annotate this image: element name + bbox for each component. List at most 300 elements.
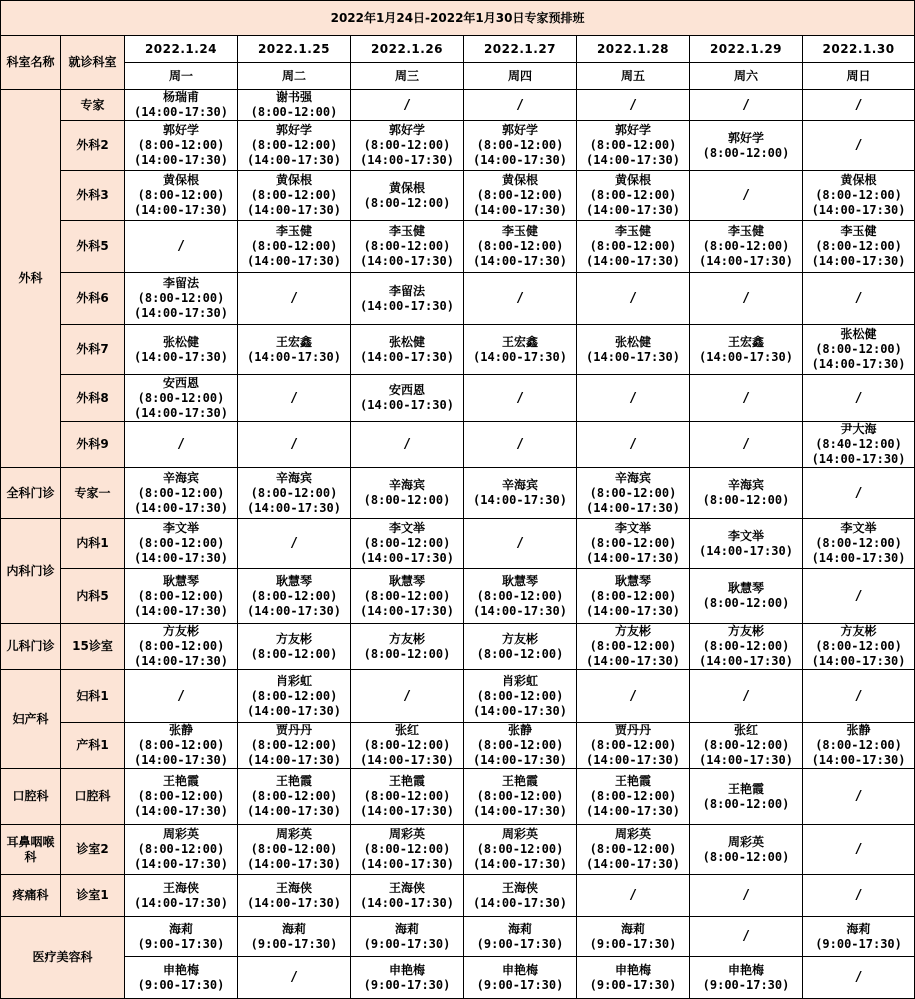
doctor-name: 王宏鑫 [501, 334, 538, 349]
time-slot: (14:00-17:30) [247, 500, 341, 515]
time-slot: (14:00-17:30) [473, 603, 567, 618]
doctor-name: 申艳梅 [162, 962, 199, 977]
schedule-cell [803, 624, 915, 670]
doctor-name: 李玉健 [501, 224, 538, 238]
schedule-cell [803, 325, 915, 375]
time-slot: (9:00-17:30) [137, 977, 225, 992]
department-name: 妇产科 [1, 670, 61, 769]
time-slot: (14:00-17:30) [811, 551, 906, 565]
schedule-cell [690, 917, 803, 957]
time-slot: (8:00-12:00) [589, 536, 677, 550]
header-room-name: 科室名称 [1, 36, 61, 90]
doctor-name: 郭好学 [501, 123, 538, 137]
schedule-cell [803, 723, 915, 769]
no-clinic-mark: / [854, 485, 863, 501]
doctor-name: 李留法 [162, 276, 199, 290]
department-name: 口腔科 [1, 769, 61, 825]
schedule-cell [690, 273, 803, 325]
time-slot: (14:00-17:30) [134, 551, 228, 565]
clinic-room: 专家一 [61, 468, 125, 519]
doctor-name: 海莉 [281, 921, 306, 936]
schedule-cell [464, 569, 577, 624]
doctor-name: 海莉 [846, 921, 871, 936]
schedule-cell [464, 624, 577, 670]
time-slot: (14:00-17:30) [811, 654, 906, 668]
clinic-room: 产科1 [61, 723, 125, 769]
schedule-cell [238, 624, 351, 670]
time-slot: (9:00-17:30) [363, 936, 451, 951]
schedule-cell [803, 670, 915, 723]
doctor-name: 王艳霞 [614, 774, 651, 788]
schedule-cell [690, 670, 803, 723]
schedule-cell [690, 422, 803, 468]
doctor-name: 张红 [733, 723, 758, 737]
schedule-cell [464, 875, 577, 917]
no-clinic-mark: / [854, 97, 863, 113]
time-slot: (14:00-17:30) [811, 753, 906, 767]
header-date: 2022.1.24 [125, 36, 238, 63]
doctor-name: 张静 [507, 723, 532, 737]
doctor-name: 王海侠 [162, 880, 199, 895]
clinic-room: 口腔科 [61, 769, 125, 825]
schedule-cell [238, 917, 351, 957]
schedule-cell [238, 769, 351, 825]
time-slot: (8:00-12:00) [250, 738, 338, 752]
schedule-cell [464, 121, 577, 171]
time-slot: (14:00-17:30) [134, 306, 228, 320]
schedule-cell [238, 569, 351, 624]
schedule-cell [238, 171, 351, 221]
time-slot: (8:00-12:00) [137, 738, 225, 752]
doctor-name: 郭好学 [614, 123, 651, 137]
time-slot: (14:00-17:30) [134, 105, 228, 119]
time-slot: (8:00-12:00) [589, 239, 677, 253]
time-slot: (9:00-17:30) [589, 977, 677, 992]
time-slot: (14:00-17:30) [811, 357, 906, 371]
header-weekday: 周五 [577, 63, 690, 90]
schedule-cell [690, 569, 803, 624]
doctor-name: 周彩英 [162, 827, 199, 841]
schedule-cell [803, 375, 915, 422]
schedule-cell [690, 221, 803, 273]
schedule-cell [351, 875, 464, 917]
no-clinic-mark: / [854, 688, 863, 704]
time-slot: (14:00-17:30) [473, 493, 567, 507]
clinic-room: 诊室2 [61, 825, 125, 875]
doctor-name: 郭好学 [162, 123, 199, 137]
time-slot: (8:00-12:00) [815, 188, 902, 202]
schedule-cell [690, 957, 803, 999]
time-slot: (14:00-17:30) [586, 349, 680, 364]
doctor-name: 辛海宾 [275, 470, 312, 485]
no-clinic-mark: / [629, 888, 637, 903]
time-slot: (8:00-12:00) [137, 789, 225, 803]
no-clinic-mark: / [516, 437, 524, 452]
doctor-name: 张松健 [162, 334, 199, 349]
clinic-room: 外科5 [61, 221, 125, 273]
schedule-row [1, 221, 915, 273]
time-slot: (14:00-17:30) [360, 153, 454, 167]
time-slot: (8:00-12:00) [250, 588, 338, 603]
doctor-name: 海莉 [394, 921, 419, 936]
no-clinic-mark: / [854, 588, 863, 604]
doctor-name: 海莉 [620, 921, 645, 936]
doctor-name: 王艳霞 [501, 774, 538, 788]
schedule-cell [351, 468, 464, 519]
time-slot: (8:00-12:00) [476, 239, 564, 253]
doctor-name: 耿慧琴 [501, 573, 538, 588]
header-weekday: 周日 [803, 63, 915, 90]
schedule-cell [238, 90, 351, 121]
schedule-row [1, 468, 915, 519]
header-weekday: 周四 [464, 63, 577, 90]
schedule-cell [690, 624, 803, 670]
header-weekday: 周六 [690, 63, 803, 90]
time-slot: (8:00-12:00) [137, 188, 225, 202]
schedule-cell [577, 769, 690, 825]
time-slot: (8:00-12:00) [589, 588, 677, 603]
no-clinic-mark: / [290, 970, 298, 985]
no-clinic-mark: / [177, 688, 185, 704]
time-slot: (14:00-17:30) [473, 203, 567, 217]
time-slot: (14:00-17:30) [247, 857, 341, 871]
time-slot: (14:00-17:30) [247, 753, 341, 767]
doctor-name: 周彩英 [388, 827, 425, 841]
schedule-cell [125, 670, 238, 723]
doctor-name: 海莉 [507, 921, 532, 936]
no-clinic-mark: / [854, 842, 863, 857]
header-date: 2022.1.25 [238, 36, 351, 63]
department-name: 疼痛科 [1, 875, 61, 917]
time-slot: (14:00-17:30) [247, 153, 341, 167]
time-slot: (8:00-12:00) [250, 105, 338, 119]
time-slot: (9:00-17:30) [250, 936, 338, 951]
time-slot: (8:00-12:00) [476, 688, 564, 703]
time-slot: (8:00-12:00) [815, 342, 902, 356]
schedule-cell [125, 325, 238, 375]
time-slot: (8:00-12:00) [137, 639, 225, 653]
schedule-cell [464, 325, 577, 375]
doctor-name: 肖彩虹 [501, 673, 538, 688]
time-slot: (14:00-17:30) [811, 452, 906, 466]
no-clinic-mark: / [854, 970, 863, 985]
no-clinic-mark: / [290, 536, 298, 551]
doctor-name: 张松健 [840, 327, 877, 341]
schedule-cell [351, 917, 464, 957]
doctor-name: 黄保根 [614, 173, 651, 187]
schedule-cell [577, 723, 690, 769]
no-clinic-mark: / [403, 437, 411, 452]
schedule-cell [351, 221, 464, 273]
clinic-room: 外科2 [61, 121, 125, 171]
doctor-name: 王海侠 [275, 880, 312, 895]
doctor-name: 王海侠 [388, 880, 425, 895]
time-slot: (8:00-12:00) [363, 536, 451, 550]
schedule-row [1, 917, 915, 957]
time-slot: (8:00-12:00) [363, 738, 451, 752]
doctor-name: 王艳霞 [388, 774, 425, 788]
schedule-cell [238, 221, 351, 273]
time-slot: (14:00-17:30) [247, 804, 341, 818]
schedule-cell [125, 875, 238, 917]
schedule-cell [690, 519, 803, 569]
schedule-row [1, 519, 915, 569]
time-slot: (14:00-17:30) [134, 895, 228, 910]
schedule-row [1, 90, 915, 121]
time-slot: (8:00-12:00) [137, 390, 225, 405]
schedule-cell [238, 957, 351, 999]
time-slot: (8:00-12:00) [702, 493, 790, 507]
department-name: 外科 [1, 90, 61, 468]
time-slot: (14:00-17:30) [586, 857, 680, 871]
department-name: 耳鼻咽喉科 [1, 825, 61, 875]
time-slot: (14:00-17:30) [247, 203, 341, 217]
time-slot: (14:00-17:30) [247, 349, 341, 364]
time-slot: (8:00-12:00) [702, 738, 790, 752]
time-slot: (14:00-17:30) [134, 500, 228, 515]
clinic-room: 外科7 [61, 325, 125, 375]
doctor-name: 李文举 [840, 521, 877, 535]
doctor-name: 王宏鑫 [275, 334, 312, 349]
time-slot: (8:00-12:00) [250, 789, 338, 803]
schedule-cell [238, 875, 351, 917]
doctor-name: 郭好学 [388, 123, 425, 137]
doctor-name: 黄保根 [162, 173, 199, 187]
doctor-name: 黄保根 [840, 173, 877, 187]
schedule-cell [464, 769, 577, 825]
header-weekday: 周二 [238, 63, 351, 90]
time-slot: (8:00-12:00) [589, 639, 677, 653]
doctor-name: 方友彬 [388, 631, 425, 646]
schedule-cell [351, 171, 464, 221]
schedule-cell [238, 723, 351, 769]
time-slot: (8:00-12:00) [137, 842, 225, 856]
schedule-row [1, 121, 915, 171]
time-slot: (14:00-17:30) [134, 603, 228, 618]
schedule-cell [238, 375, 351, 422]
schedule-cell [351, 375, 464, 422]
time-slot: (8:00-12:00) [250, 646, 338, 661]
doctor-name: 耿慧琴 [388, 573, 425, 588]
schedule-cell [464, 171, 577, 221]
no-clinic-mark: / [290, 390, 298, 406]
time-slot: (8:00-12:00) [137, 138, 225, 152]
schedule-cell [464, 468, 577, 519]
no-clinic-mark: / [516, 390, 524, 406]
doctor-name: 尹大海 [840, 422, 877, 436]
time-slot: (8:00-12:00) [363, 493, 451, 507]
time-slot: (14:00-17:30) [699, 254, 793, 268]
no-clinic-mark: / [403, 97, 411, 113]
header-date: 2022.1.27 [464, 36, 577, 63]
schedule-row [1, 624, 915, 670]
schedule-cell [125, 769, 238, 825]
no-clinic-mark: / [742, 188, 750, 203]
time-slot: (14:00-17:30) [473, 857, 567, 871]
doctor-name: 申艳梅 [501, 962, 538, 977]
schedule-cell [351, 569, 464, 624]
schedule-cell [803, 121, 915, 171]
time-slot: (8:00-12:00) [476, 842, 564, 856]
no-clinic-mark: / [516, 536, 524, 551]
doctor-name: 李文举 [727, 528, 764, 543]
schedule-row [1, 171, 915, 221]
schedule-cell [577, 468, 690, 519]
no-clinic-mark: / [742, 390, 750, 406]
time-slot: (14:00-17:30) [586, 804, 680, 818]
no-clinic-mark: / [629, 97, 637, 113]
no-clinic-mark: / [629, 291, 637, 306]
doctor-name: 辛海宾 [727, 478, 764, 492]
schedule-cell [803, 825, 915, 875]
time-slot: (14:00-17:30) [473, 753, 567, 767]
no-clinic-mark: / [516, 291, 524, 306]
schedule-cell [351, 957, 464, 999]
schedule-cell [238, 121, 351, 171]
time-slot: (8:00-12:00) [589, 842, 677, 856]
time-slot: (8:00-12:00) [589, 738, 677, 752]
clinic-room: 外科6 [61, 273, 125, 325]
time-slot: (8:00-12:00) [476, 789, 564, 803]
time-slot: (9:00-17:30) [476, 936, 564, 951]
time-slot: (14:00-17:30) [586, 603, 680, 618]
time-slot: (14:00-17:30) [247, 603, 341, 618]
doctor-name: 黄保根 [388, 180, 425, 195]
doctor-name: 辛海宾 [162, 470, 199, 485]
schedule-cell [577, 422, 690, 468]
time-slot: (14:00-17:30) [360, 753, 454, 767]
time-slot: (14:00-17:30) [360, 895, 454, 910]
time-slot: (8:00-12:00) [476, 138, 564, 152]
time-slot: (8:00-12:00) [702, 145, 790, 160]
time-slot: (14:00-17:30) [134, 753, 228, 767]
time-slot: (8:00-12:00) [476, 588, 564, 603]
doctor-name: 王艳霞 [275, 774, 312, 788]
schedule-cell [351, 422, 464, 468]
time-slot: (14:00-17:30) [360, 551, 454, 565]
clinic-room: 外科3 [61, 171, 125, 221]
time-slot: (8:00-12:00) [250, 239, 338, 253]
doctor-name: 安西恩 [388, 383, 425, 397]
time-slot: (14:00-17:30) [811, 203, 906, 217]
schedule-cell [803, 519, 915, 569]
header-weekday: 周一 [125, 63, 238, 90]
time-slot: (14:00-17:30) [134, 857, 228, 871]
schedule-cell [690, 825, 803, 875]
time-slot: (8:00-12:00) [250, 688, 338, 703]
doctor-name: 肖彩虹 [275, 673, 312, 688]
time-slot: (8:00-12:00) [363, 195, 451, 210]
no-clinic-mark: / [629, 390, 637, 406]
doctor-name: 耿慧琴 [614, 573, 651, 588]
time-slot: (8:00-12:00) [137, 588, 225, 603]
schedule-cell [803, 273, 915, 325]
schedule-cell [577, 670, 690, 723]
time-slot: (8:00-12:00) [476, 646, 564, 661]
doctor-name: 李玉健 [388, 224, 425, 238]
schedule-cell [125, 917, 238, 957]
department-name: 儿科门诊 [1, 624, 61, 670]
doctor-name: 方友彬 [275, 631, 312, 646]
doctor-name: 郭好学 [727, 130, 764, 145]
no-clinic-mark: / [854, 888, 863, 903]
no-clinic-mark: / [742, 437, 750, 452]
time-slot: (8:00-12:00) [476, 188, 564, 202]
doctor-name: 周彩英 [614, 827, 651, 841]
header-weekday: 周三 [351, 63, 464, 90]
time-slot: (8:00-12:00) [815, 738, 902, 752]
schedule-cell [577, 325, 690, 375]
time-slot: (14:00-17:30) [134, 153, 228, 167]
time-slot: (9:00-17:30) [589, 936, 677, 951]
schedule-cell [351, 723, 464, 769]
time-slot: (8:00-12:00) [815, 239, 902, 253]
clinic-room: 内科1 [61, 519, 125, 569]
doctor-name: 黄保根 [275, 173, 312, 187]
schedule-cell [803, 90, 915, 121]
time-slot: (8:40-12:00) [815, 437, 902, 451]
time-slot: (14:00-17:30) [473, 703, 567, 718]
schedule-cell [690, 875, 803, 917]
time-slot: (8:00-12:00) [702, 849, 790, 864]
schedule-cell [125, 519, 238, 569]
no-clinic-mark: / [177, 437, 185, 452]
time-slot: (8:00-12:00) [702, 596, 790, 610]
doctor-name: 张静 [846, 723, 871, 737]
schedule-cell [238, 825, 351, 875]
time-slot: (8:00-12:00) [137, 291, 225, 305]
doctor-name: 周彩英 [727, 834, 764, 849]
schedule-cell [351, 670, 464, 723]
no-clinic-mark: / [516, 97, 524, 113]
time-slot: (8:00-12:00) [589, 789, 677, 803]
time-slot: (8:00-12:00) [250, 188, 338, 202]
time-slot: (8:00-12:00) [363, 842, 451, 856]
schedule-cell [690, 325, 803, 375]
time-slot: (8:00-12:00) [363, 239, 451, 253]
schedule-cell [464, 825, 577, 875]
doctor-name: 方友彬 [840, 624, 877, 638]
no-clinic-mark: / [742, 888, 750, 903]
time-slot: (14:00-17:30) [473, 349, 567, 364]
schedule-cell [238, 519, 351, 569]
schedule-row [1, 670, 915, 723]
time-slot: (14:00-17:30) [586, 551, 680, 565]
schedule-cell [577, 957, 690, 999]
schedule-cell [464, 670, 577, 723]
time-slot: (8:00-12:00) [589, 138, 677, 152]
schedule-cell [577, 825, 690, 875]
department-name: 内科门诊 [1, 519, 61, 624]
schedule-cell [351, 769, 464, 825]
doctor-name: 张松健 [614, 334, 651, 349]
doctor-name: 李文举 [162, 521, 199, 535]
time-slot: (8:00-12:00) [137, 536, 225, 550]
time-slot: (8:00-12:00) [476, 738, 564, 752]
schedule-cell [464, 723, 577, 769]
doctor-name: 海莉 [168, 921, 193, 936]
schedule-cell [125, 468, 238, 519]
time-slot: (14:00-17:30) [699, 654, 793, 668]
doctor-name: 黄保根 [501, 173, 538, 187]
schedule-cell [464, 957, 577, 999]
header-date: 2022.1.30 [803, 36, 915, 63]
no-clinic-mark: / [403, 688, 411, 704]
schedule-cell [464, 422, 577, 468]
doctor-name: 安西恩 [162, 375, 199, 390]
no-clinic-mark: / [854, 291, 863, 306]
schedule-cell [690, 375, 803, 422]
